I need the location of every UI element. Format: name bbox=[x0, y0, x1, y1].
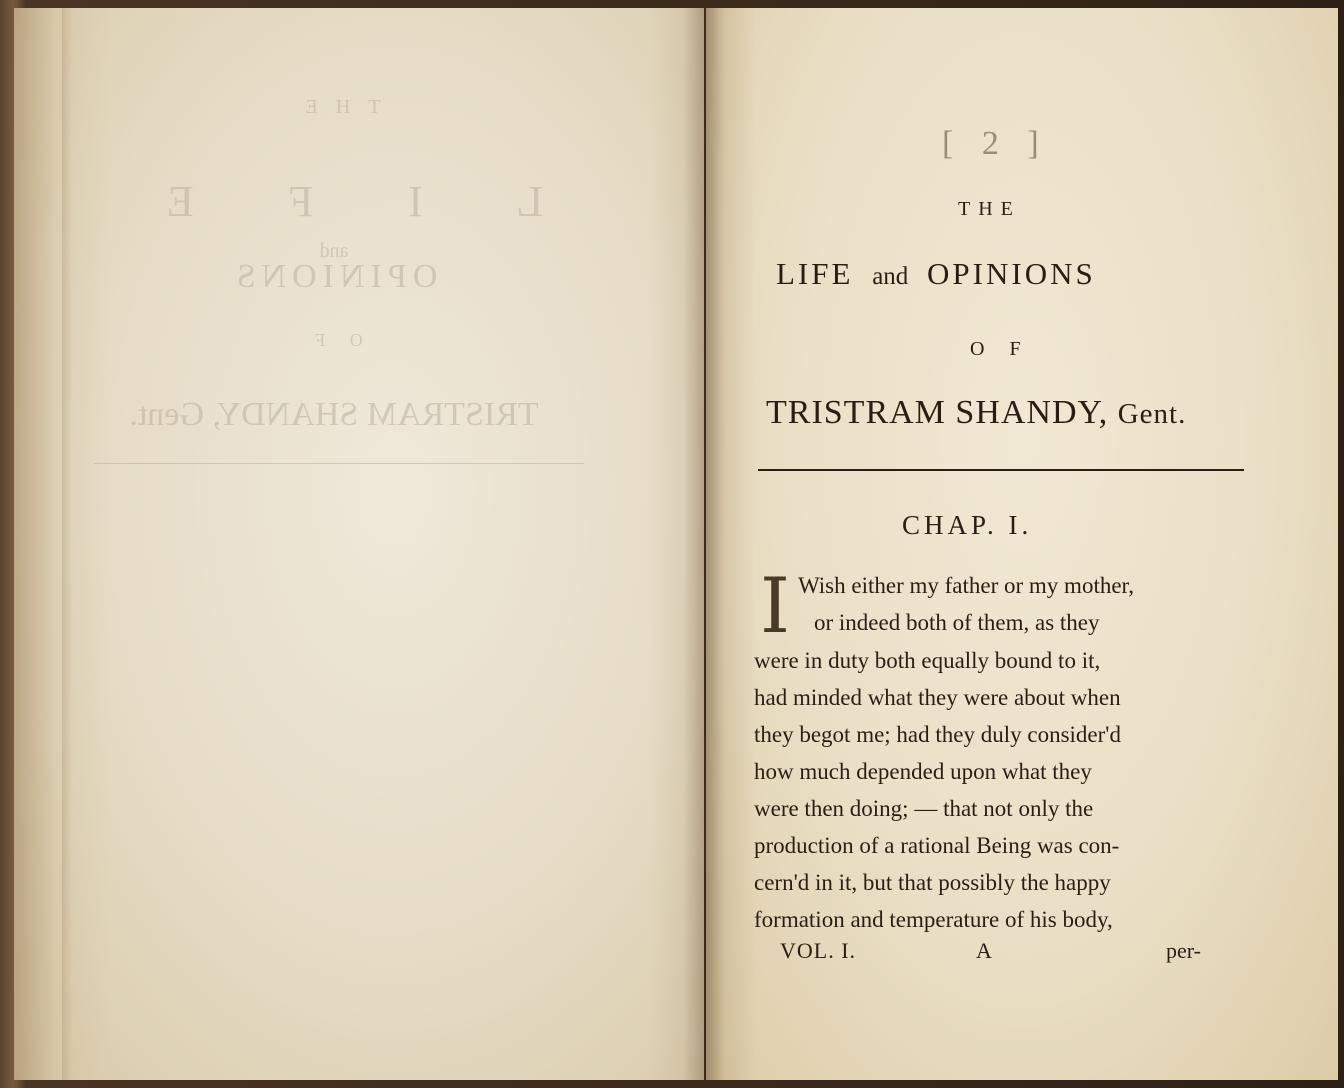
right-page bbox=[706, 8, 1338, 1080]
title-and: and bbox=[872, 263, 909, 290]
drop-cap: I bbox=[760, 561, 791, 650]
title-opinions: OPINIONS bbox=[927, 256, 1096, 291]
ghost-line: O F bbox=[305, 330, 363, 350]
ghost-line: OPINIONS bbox=[230, 258, 438, 295]
title-name: TRISTRAM SHANDY, bbox=[766, 394, 1109, 431]
ghost-line: and bbox=[319, 240, 349, 262]
title-life: LIFE bbox=[776, 256, 854, 291]
text-line: cern'd in it, but that possibly the happy bbox=[754, 870, 1111, 895]
title-the: THE bbox=[958, 198, 1021, 220]
chapter-heading: CHAP. I. bbox=[902, 510, 1033, 540]
footer-signature: A bbox=[976, 938, 992, 963]
ghost-line: TRISTRAM SHANDY, Gent. bbox=[129, 396, 539, 433]
ghost-line: L I F E bbox=[124, 177, 544, 226]
text-line: production of a rational Being was con- bbox=[754, 833, 1120, 858]
page-marker: [ 2 ] bbox=[942, 125, 1049, 162]
title-tristram-shandy bbox=[766, 394, 1186, 432]
title-life-and-opinions bbox=[776, 256, 1096, 292]
text-line: Wish either my father or my mother, bbox=[798, 573, 1135, 598]
ghost-rule bbox=[94, 463, 584, 464]
ghost-line: THE bbox=[287, 96, 381, 118]
title-of: O F bbox=[970, 338, 1031, 360]
footer-catchword: per- bbox=[1166, 938, 1201, 963]
text-line: formation and temperature of his body, bbox=[754, 907, 1113, 932]
text-line: were in duty both equally bound to it, bbox=[754, 648, 1101, 673]
page-content bbox=[706, 8, 1338, 1080]
text-line: how much depended upon what they bbox=[754, 759, 1092, 784]
text-line: they begot me; had they duly consider'd bbox=[754, 722, 1121, 747]
text-line: or indeed both of them, as they bbox=[814, 610, 1100, 635]
text-line: had minded what they were about when bbox=[754, 685, 1121, 710]
bleed-through-text bbox=[14, 8, 704, 1080]
title-gent: Gent. bbox=[1117, 398, 1187, 430]
text-line: were then doing; — that not only the bbox=[754, 796, 1094, 821]
title-rule bbox=[758, 469, 1244, 471]
footer-volume: VOL. I. bbox=[780, 938, 857, 963]
left-page bbox=[14, 8, 704, 1080]
